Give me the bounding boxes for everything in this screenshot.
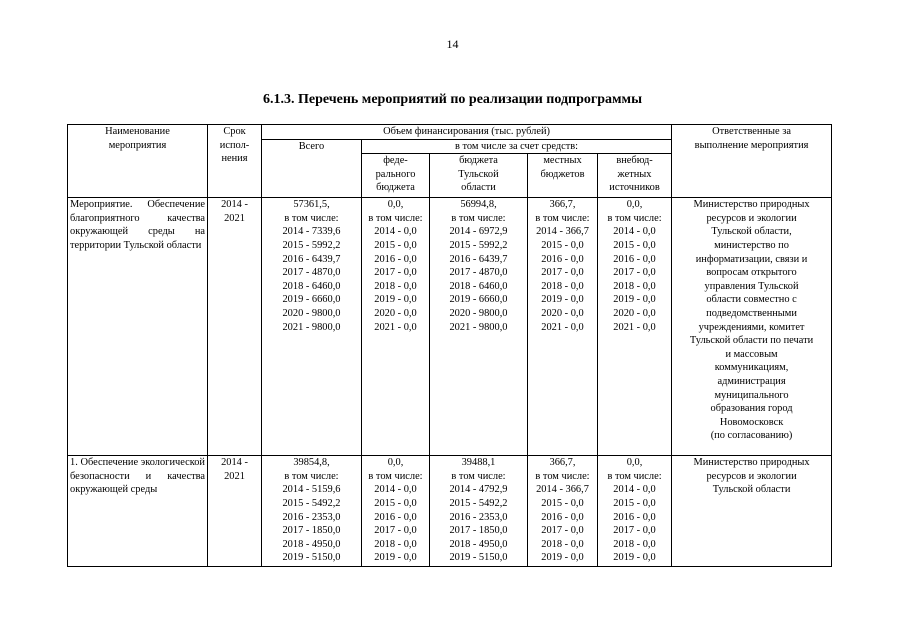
cell-line: образования город — [710, 403, 793, 415]
cell-line: управления Тульской — [704, 280, 799, 292]
cell-line: 2017 - 0,0 — [613, 525, 656, 537]
activity-term — [208, 198, 262, 456]
cell-line: 2015 - 5492,2 — [449, 497, 508, 509]
table-row — [68, 456, 832, 567]
cell-line: 2014 - 0,0 — [374, 226, 417, 238]
cell-line: 2014 - — [221, 199, 248, 211]
cell-line: 2020 - 9800,0 — [449, 307, 508, 319]
cell-line: 2020 - 9800,0 — [282, 307, 341, 319]
cell-line: 2014 - 7339,6 — [282, 226, 341, 238]
cell-line: 2020 - 0,0 — [541, 307, 584, 319]
regional-funding — [430, 198, 528, 456]
cell-line: 2015 - 0,0 — [374, 239, 417, 251]
cell-line: 2021 — [224, 470, 245, 482]
cell-line: выполнение мероприятия — [694, 139, 809, 151]
cell-line: 2017 - 0,0 — [374, 267, 417, 279]
cell-line: в том числе: — [535, 212, 590, 224]
cell-line: рального — [375, 168, 416, 180]
cell-line: 2018 - 0,0 — [374, 280, 417, 292]
cell-line: 2016 - 6439,7 — [282, 253, 341, 265]
cell-line: 2018 - 4950,0 — [449, 538, 508, 550]
cell-line: 2019 - 6660,0 — [282, 294, 341, 306]
cell-line: внебюд- — [616, 155, 653, 167]
responsible-parties — [672, 456, 832, 567]
cell-line: 0,0, — [626, 199, 643, 211]
cell-line: муниципального — [714, 389, 789, 401]
cell-line: 0,0, — [387, 457, 404, 469]
cell-line: 2017 - 0,0 — [541, 267, 584, 279]
header-total: Всего — [262, 139, 362, 198]
cell-line: 2015 - 0,0 — [541, 497, 584, 509]
header-funding: Объем финансирования (тыс. рублей) — [262, 125, 672, 140]
cell-line: Срок — [223, 126, 246, 137]
cell-line: 2021 - 0,0 — [541, 321, 584, 333]
cell-line: 2018 - 0,0 — [613, 280, 656, 292]
cell-line: области — [461, 182, 496, 194]
cell-line: 2016 - 0,0 — [541, 511, 584, 523]
local-funding — [528, 456, 598, 567]
page-number: 14 — [446, 37, 459, 51]
cell-line: 2016 - 2353,0 — [449, 511, 508, 523]
cell-line: 2014 - 6972,9 — [449, 226, 508, 238]
page-title: 6.1.3. Перечень мероприятий по реализации подпрограммы — [262, 92, 643, 107]
cell-line: 2021 — [224, 212, 245, 224]
header-federal — [362, 154, 430, 198]
cell-line: 2018 - 0,0 — [374, 538, 417, 550]
header-regional — [430, 154, 528, 198]
cell-line: 2016 - 0,0 — [613, 511, 656, 523]
cell-line: 2014 - 4792,9 — [449, 484, 508, 496]
cell-line: 2015 - 5992,2 — [282, 239, 341, 251]
cell-line: администрация — [717, 375, 786, 387]
cell-line: 2017 - 0,0 — [613, 267, 656, 279]
cell-line: 2019 - 5150,0 — [282, 552, 341, 564]
cell-line: 2015 - 5492,2 — [282, 497, 341, 509]
cell-line: 2016 - 0,0 — [374, 253, 417, 265]
cell-line: в том числе: — [368, 470, 423, 482]
cell-line: 2014 - 366,7 — [536, 226, 589, 238]
cell-line: нения — [221, 153, 248, 165]
cell-line: 2021 - 9800,0 — [282, 321, 341, 333]
cell-line: испол- — [219, 139, 250, 151]
cell-line: в том числе: — [284, 212, 339, 224]
cell-line: 2016 - 2353,0 — [282, 511, 341, 523]
local-funding — [528, 198, 598, 456]
cell-line: в том числе: — [368, 212, 423, 224]
header-including: в том числе за счет средств: — [362, 139, 672, 154]
cell-line: Новомосковск — [719, 416, 784, 428]
cell-line: 0,0, — [626, 457, 643, 469]
activity-name: Мероприятие. Обеспечение благоприятного качества окружающей среды на территории Тульской области — [68, 198, 208, 456]
cell-line: Ответственные за — [712, 126, 791, 137]
cell-line: 2017 - 4870,0 — [449, 267, 508, 279]
cell-line: коммуникациям, — [714, 362, 789, 374]
header-name — [68, 125, 208, 198]
cell-line: 2017 - 0,0 — [374, 525, 417, 537]
cell-line: и массовым — [725, 348, 778, 360]
cell-line: вопросам открытого — [706, 267, 797, 279]
cell-line: 2018 - 0,0 — [613, 538, 656, 550]
cell-line: Тульской области — [712, 484, 791, 496]
cell-line: 2021 - 0,0 — [613, 321, 656, 333]
cell-line: 2016 - 6439,7 — [449, 253, 508, 265]
cell-line: 56994,8, — [460, 199, 497, 211]
cell-line: 2019 - 0,0 — [374, 552, 417, 564]
cell-line: министерство по — [714, 239, 789, 251]
cell-line: 366,7, — [549, 457, 576, 469]
cell-line: 2018 - 0,0 — [541, 538, 584, 550]
cell-line: 2016 - 0,0 — [613, 253, 656, 265]
cell-line: 2019 - 0,0 — [613, 294, 656, 306]
federal-funding — [362, 456, 430, 567]
cell-line: Тульской — [458, 168, 499, 180]
cell-line: в том числе: — [284, 470, 339, 482]
extra-funding — [598, 198, 672, 456]
header-row-1 — [68, 125, 832, 140]
cell-line: 2019 - 0,0 — [541, 552, 584, 564]
cell-line: Тульской области по печати — [689, 335, 814, 347]
cell-line: 2015 - 0,0 — [613, 239, 656, 251]
cell-line: 2018 - 6460,0 — [282, 280, 341, 292]
cell-line: 2014 - 0,0 — [613, 226, 656, 238]
cell-line: области совместно с — [706, 294, 797, 306]
cell-line: 2014 - 0,0 — [613, 484, 656, 496]
cell-line: информатизации, связи и — [695, 253, 808, 265]
cell-line: в том числе: — [451, 212, 506, 224]
cell-line: 2021 - 0,0 — [374, 321, 417, 333]
cell-line: 2018 - 0,0 — [541, 280, 584, 292]
cell-line: в том числе: — [607, 212, 662, 224]
activity-name: 1. Обеспечение экологической безопасности и качества окружающей среды — [68, 456, 208, 567]
header-term — [208, 125, 262, 198]
cell-line: 2019 - 6660,0 — [449, 294, 508, 306]
header-local — [528, 154, 598, 198]
cell-line: Тульской области, — [711, 226, 792, 238]
cell-line: источников — [609, 182, 660, 194]
cell-line: 366,7, — [549, 199, 576, 211]
cell-line: 2015 - 0,0 — [541, 239, 584, 251]
cell-line: 2018 - 6460,0 — [449, 280, 508, 292]
activities-table — [67, 124, 832, 567]
extra-funding — [598, 456, 672, 567]
cell-line: 2015 - 0,0 — [374, 497, 417, 509]
cell-line: 2019 - 0,0 — [374, 294, 417, 306]
cell-line: 57361,5, — [293, 199, 330, 211]
cell-line: 0,0, — [387, 199, 404, 211]
total-funding — [262, 456, 362, 567]
cell-line: феде- — [383, 155, 408, 167]
total-funding — [262, 198, 362, 456]
cell-line: подведомственными — [706, 307, 797, 319]
cell-line: 2016 - 0,0 — [374, 511, 417, 523]
cell-line: жетных — [617, 168, 652, 180]
cell-line: (по согласованию) — [710, 430, 793, 442]
activity-term — [208, 456, 262, 567]
header-responsible — [672, 125, 832, 198]
cell-line: 2020 - 0,0 — [613, 307, 656, 319]
table-row — [68, 198, 832, 456]
cell-line: 39854,8, — [293, 457, 330, 469]
cell-line: бюджетов — [540, 168, 585, 180]
cell-line: Министерство природных — [693, 457, 810, 469]
cell-line: 2017 - 4870,0 — [282, 267, 341, 279]
cell-line: 2014 - 5159,6 — [282, 484, 341, 496]
cell-line: 2014 - 0,0 — [374, 484, 417, 496]
header-extra — [598, 154, 672, 198]
cell-line: 2017 - 1850,0 — [282, 525, 341, 537]
cell-line: учреждениями, комитет — [698, 321, 805, 333]
responsible-parties — [672, 198, 832, 456]
federal-funding — [362, 198, 430, 456]
cell-line: Наименование — [105, 126, 170, 137]
cell-line: ресурсов и экологии — [706, 212, 797, 224]
cell-line: 2015 - 5992,2 — [449, 239, 508, 251]
cell-line: 2019 - 0,0 — [541, 294, 584, 306]
cell-line: в том числе: — [535, 470, 590, 482]
cell-line: в том числе: — [451, 470, 506, 482]
cell-line: 2014 - 366,7 — [536, 484, 589, 496]
cell-line: в том числе: — [607, 470, 662, 482]
cell-line: 2016 - 0,0 — [541, 253, 584, 265]
cell-line: 2015 - 0,0 — [613, 497, 656, 509]
cell-line: ресурсов и экологии — [706, 470, 797, 482]
cell-line: местных — [543, 155, 582, 167]
cell-line: Министерство природных — [693, 199, 810, 211]
regional-funding — [430, 456, 528, 567]
cell-line: бюджета — [459, 155, 498, 167]
cell-line: 2020 - 0,0 — [374, 307, 417, 319]
cell-line: 2019 - 0,0 — [613, 552, 656, 564]
cell-line: 39488,1 — [461, 457, 496, 469]
cell-line: мероприятия — [108, 139, 167, 151]
cell-line: 2017 - 1850,0 — [449, 525, 508, 537]
cell-line: 2014 - — [221, 457, 248, 469]
cell-line: бюджета — [376, 182, 415, 194]
cell-line: 2019 - 5150,0 — [449, 552, 508, 564]
cell-line: 2017 - 0,0 — [541, 525, 584, 537]
cell-line: 2018 - 4950,0 — [282, 538, 341, 550]
cell-line: 2021 - 9800,0 — [449, 321, 508, 333]
